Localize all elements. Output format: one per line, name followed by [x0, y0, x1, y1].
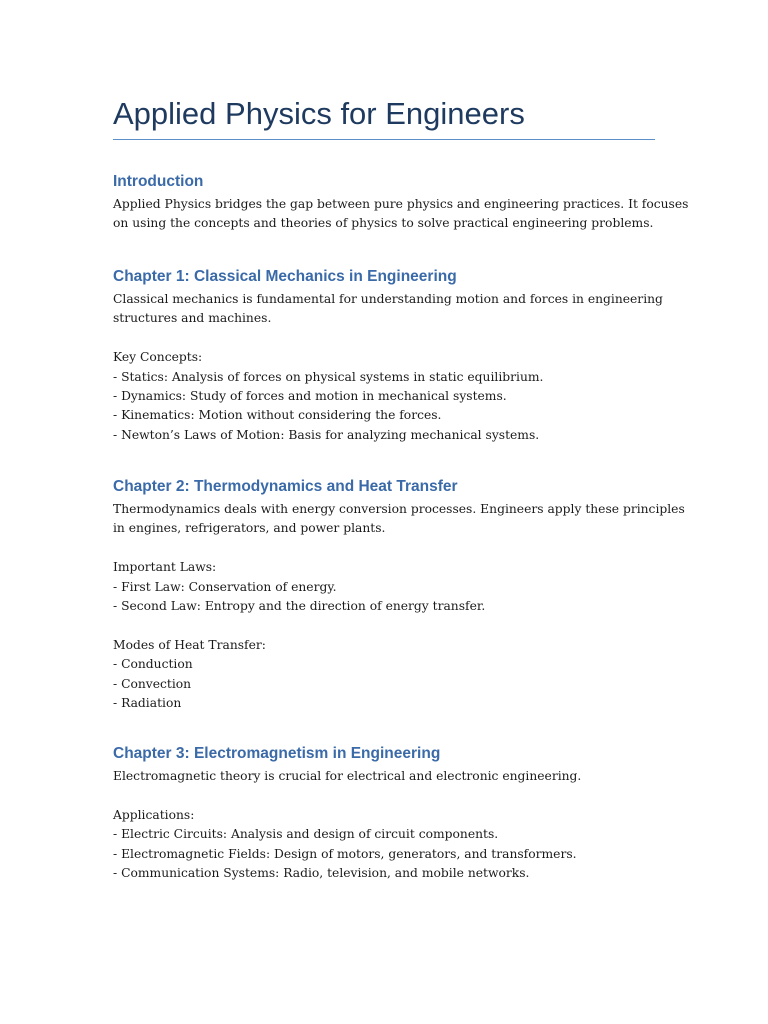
- list-item: - Kinematics: Motion without considering the forces.: [113, 408, 442, 423]
- text-line: Thermodynamics deals with energy conversion processes. Engineers apply these principles: [113, 502, 685, 516]
- text-line: Electromagnetic theory is crucial for electrical and electronic engineering.: [113, 769, 582, 783]
- list-item: - Communication Systems: Radio, television, and mobile networks.: [113, 866, 530, 881]
- blank-line: [113, 329, 658, 348]
- list-title: Applications:: [113, 807, 195, 822]
- chapter-2-heading: Chapter 2: Thermodynamics and Heat Transfer: [113, 478, 458, 495]
- list-item: - Statics: Analysis of forces on physical systems in static equilibrium.: [113, 369, 544, 384]
- list-item: - Electric Circuits: Analysis and design of circuit components.: [113, 827, 499, 842]
- text-line: on using the concepts and theories of physics to solve practical engineering problems.: [113, 216, 654, 231]
- chapter-1-body: [113, 290, 663, 445]
- introduction-heading: Introduction: [113, 173, 204, 190]
- chapter-3-body: [113, 767, 658, 883]
- blank-line: [113, 786, 658, 805]
- blank-line: [113, 616, 658, 635]
- chapter-3-heading: Chapter 3: Electromagnetism in Engineering: [113, 745, 441, 762]
- chapter-1-heading: Chapter 1: Classical Mechanics in Engineering: [113, 268, 457, 285]
- blank-line: [113, 539, 658, 558]
- list-item: - Convection: [113, 676, 192, 691]
- list-title: Key Concepts:: [113, 350, 203, 365]
- list-item: - Electromagnetic Fields: Design of motors, generators, and transformers.: [113, 846, 577, 861]
- text-line: Classical mechanics is fundamental for understanding motion and forces in engineering: [113, 292, 663, 306]
- list-item: - Radiation: [113, 696, 182, 711]
- list-item: - Newton’s Laws of Motion: Basis for analyzing mechanical systems.: [113, 427, 540, 442]
- document-title: Applied Physics for Engineers: [113, 96, 525, 131]
- list-item: - Second Law: Entropy and the direction of energy transfer.: [113, 599, 486, 614]
- title-underline: [113, 139, 655, 140]
- list-title: Important Laws:: [113, 560, 217, 575]
- introduction-paragraph: [113, 195, 689, 234]
- chapter-2-body: [113, 500, 685, 713]
- text-line: structures and machines.: [113, 311, 272, 326]
- list-title: Modes of Heat Transfer:: [113, 637, 266, 652]
- list-item: - Conduction: [113, 657, 193, 672]
- list-item: - Dynamics: Study of forces and motion in mechanical systems.: [113, 389, 507, 404]
- text-line: Applied Physics bridges the gap between pure physics and engineering practices. It focuses: [113, 197, 689, 211]
- list-item: - First Law: Conservation of energy.: [113, 579, 337, 594]
- text-line: in engines, refrigerators, and power plants.: [113, 521, 386, 536]
